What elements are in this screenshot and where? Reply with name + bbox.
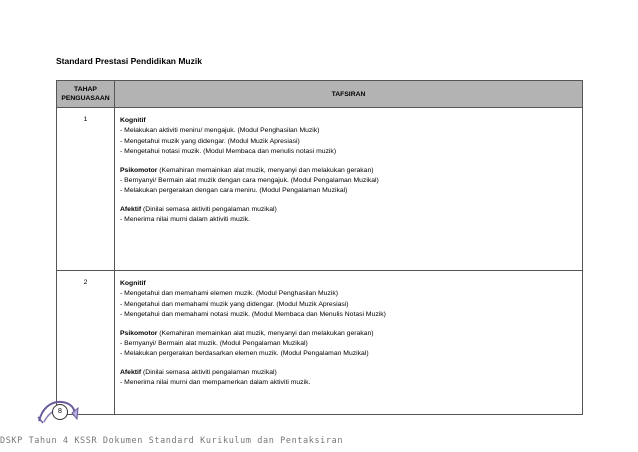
- list-item: - Melakukan pergerakan dengan cara meniru. (Modul Pengalaman Muzikal): [120, 187, 348, 195]
- afektif-title: Afektif: [120, 205, 142, 213]
- psikomotor-block: [120, 329, 576, 360]
- afektif-title: Afektif: [120, 368, 142, 376]
- afektif-note: (Dinilai semasa aktiviti pengalaman muzikal): [141, 368, 277, 376]
- kognitif-block: [120, 116, 576, 158]
- list-item: - Mengetahui notasi muzik. (Modul Membaca dan menulis notasi muzik): [120, 148, 337, 156]
- description-cell: [115, 108, 583, 271]
- document-footer: DSKP Tahun 4 KSSR Dokumen Standard Kurikulum dan Pentaksiran: [0, 436, 344, 446]
- page-number-badge: 8: [52, 404, 68, 420]
- afektif-block: [120, 205, 576, 226]
- psikomotor-block: [120, 166, 576, 197]
- list-item: - Bernyanyi/ Bermain alat muzik dengan cara mengajuk. (Modul Pengalaman Muzikal): [120, 176, 379, 184]
- list-item: - Melakukan pergerakan berdasarkan elemen muzik. (Modul Pengalaman Muzikal): [120, 350, 369, 358]
- level-cell: 2: [57, 271, 115, 415]
- description-cell: [115, 271, 583, 415]
- header-tafsiran: TAFSIRAN: [115, 81, 583, 108]
- table-row: [57, 108, 583, 271]
- standard-prestasi-table: [56, 80, 583, 415]
- afektif-note: (Dinilai semasa aktiviti pengalaman muzikal): [141, 205, 277, 213]
- psikomotor-note: (Kemahiran memainkan alat muzik, menyanyi dan melakukan gerakan): [157, 329, 374, 337]
- kognitif-title: Kognitif: [120, 117, 146, 124]
- list-item: - Bernyanyi/ Bermain alat muzik. (Modul Pengalaman Muzikal): [120, 339, 308, 347]
- list-item: - Mengetahui muzik yang didengar. (Modul Muzik Apresiasi): [120, 137, 300, 145]
- psikomotor-title: Psikomotor: [120, 166, 158, 174]
- header-tahap-line2: PENGUASAAN: [61, 95, 110, 102]
- list-item: - Mengetahui dan memahami muzik yang didengar. (Modul Muzik Apresiasi): [120, 300, 349, 308]
- kognitif-title: Kognitif: [120, 280, 146, 287]
- list-item: - Mengetahui dan memahami elemen muzik. (Modul Penghasilan Muzik): [120, 290, 338, 297]
- header-tahap-line1: TAHAP: [74, 86, 97, 93]
- list-item: - Mengetahui dan memahami notasi muzik. (Modul Membaca dan Menulis Notasi Muzik): [120, 311, 386, 319]
- list-item: - Melakukan aktiviti meniru/ mengajuk. (Modul Penghasilan Muzik): [120, 127, 320, 134]
- header-tahap-penguasaan: [57, 81, 115, 108]
- psikomotor-title: Psikomotor: [120, 329, 158, 337]
- list-item: - Menerima nilai murni dalam aktiviti muzik.: [120, 215, 250, 223]
- level-cell: 1: [57, 108, 115, 271]
- kognitif-block: [120, 279, 576, 321]
- table-header-row: [57, 81, 583, 108]
- table-row: [57, 271, 583, 415]
- document-title: Standard Prestasi Pendidikan Muzik: [56, 56, 202, 66]
- psikomotor-note: (Kemahiran memainkan alat muzik, menyanyi dan melakukan gerakan): [157, 166, 374, 174]
- afektif-block: [120, 368, 576, 389]
- list-item: - Menerima nilai murni dan mempamerkan dalam aktiviti muzik.: [120, 378, 311, 386]
